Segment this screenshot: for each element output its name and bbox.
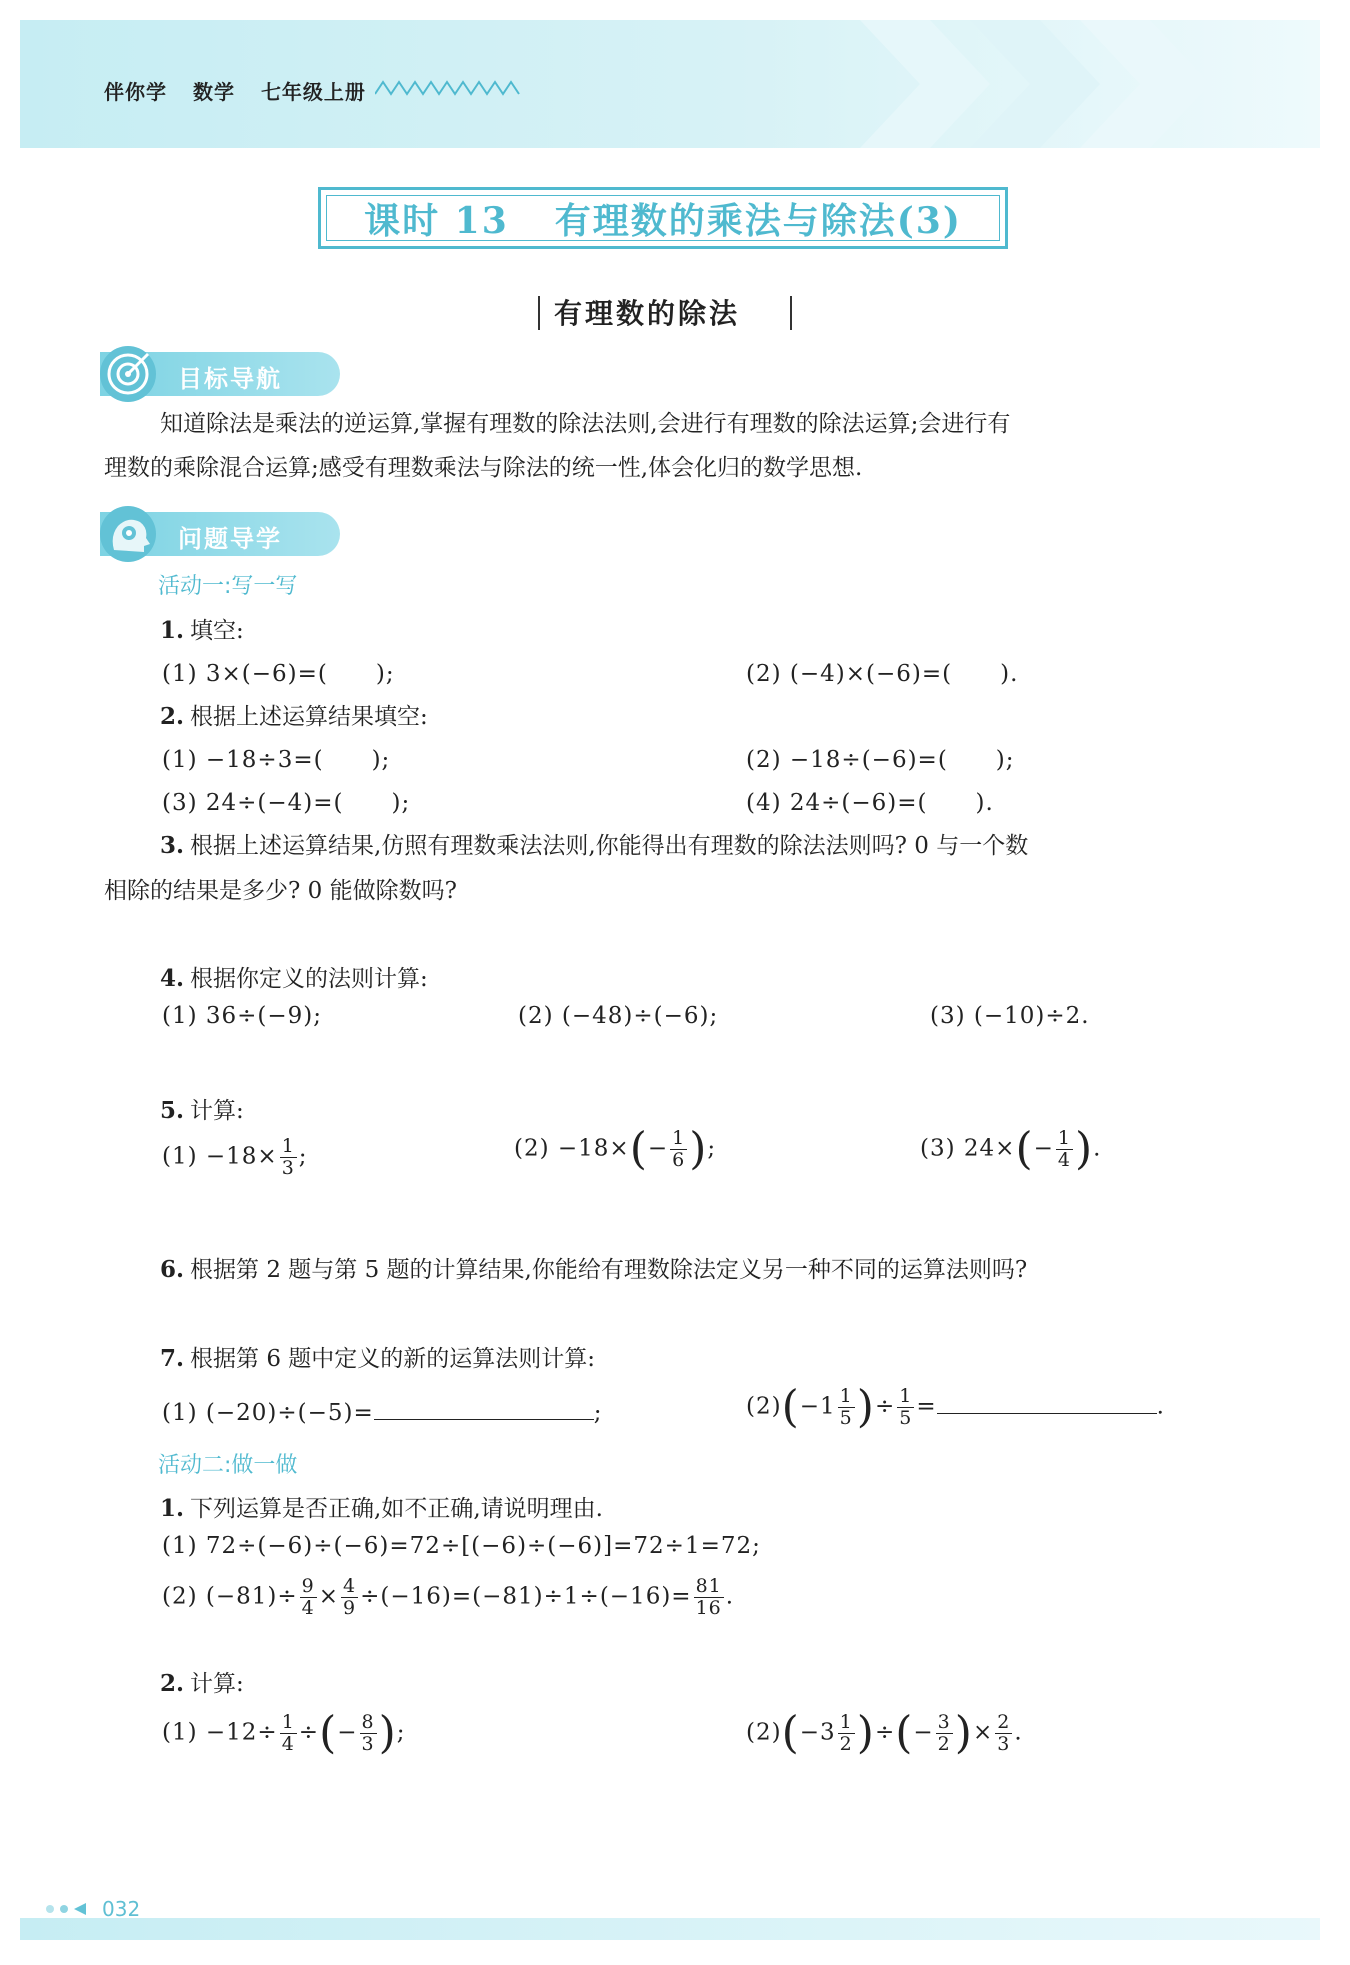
header-subject: 数学 (192, 80, 235, 104)
subtitle-bar-right (790, 296, 792, 330)
a1-q1-a: (1) 3×(−6)=( ); (162, 661, 395, 687)
a1-q5-b-sign: − (647, 1135, 669, 1162)
a1-q7-b-post: . (1156, 1393, 1165, 1420)
lesson-title-box (318, 187, 1008, 249)
a1-q6 (160, 1251, 1027, 1284)
footer-band (20, 1918, 1320, 1940)
numerator: 1 (672, 1127, 686, 1149)
target-icon (100, 346, 156, 402)
fraction (936, 1712, 953, 1755)
activity1-title: 活动一:写一写 (158, 574, 298, 599)
a2-q1-b (162, 1576, 734, 1619)
fraction (897, 1386, 914, 1429)
denominator: 2 (839, 1733, 853, 1755)
a2-q2-a-pre: (1) −12÷ (162, 1719, 278, 1746)
a2-q1-b-times: × (318, 1583, 340, 1610)
a2-q1 (160, 1490, 603, 1523)
denominator: 6 (672, 1149, 686, 1171)
a1-q4-text: 根据你定义的法则计算: (190, 966, 428, 992)
goal-text-line1: 知道除法是乘法的逆运算,掌握有理数的除法法则,会进行有理数的除法运算;会进行有 (160, 411, 1011, 437)
fraction (995, 1712, 1012, 1755)
a1-q5-c-pre: (3) 24× (920, 1135, 1016, 1162)
a1-q1-b: (2) (−4)×(−6)=( ). (746, 661, 1019, 687)
a1-q2-b: (2) −18÷(−6)=( ); (746, 747, 1015, 773)
a1-q7-b-pre: (2) (746, 1393, 782, 1420)
a1-q6-text: 根据第 2 题与第 5 题的计算结果,你能给有理数除法定义另一种不同的运算法则吗? (190, 1257, 1028, 1283)
a2-q1-b-post: . (725, 1583, 735, 1610)
fraction (1056, 1128, 1073, 1171)
a1-q5 (160, 1092, 244, 1125)
fraction (694, 1576, 724, 1619)
a1-q3-line2: 相除的结果是多少? 0 能做除数吗? (104, 878, 457, 904)
header-breadcrumb (104, 76, 384, 105)
left-paren: ( (1015, 1123, 1034, 1175)
a1-q3 (160, 827, 1028, 860)
a2-q2-a-post: ; (396, 1719, 406, 1746)
goal-text-line2: 理数的乘除混合运算;感受有理数乘法与除法的统一性,体会化归的数学思想. (104, 455, 863, 481)
numerator: 1 (899, 1385, 913, 1407)
a1-q1-num: 1. (160, 617, 185, 644)
lesson-name: 有理数的乘法与除法(3) (554, 199, 962, 242)
fraction (838, 1712, 855, 1755)
a1-q2 (160, 698, 428, 731)
numerator: 4 (343, 1575, 357, 1597)
a1-q7-a (162, 1397, 603, 1426)
a2-q2-b-pre: (2) (746, 1719, 782, 1746)
a1-q7-b (746, 1381, 1165, 1433)
a1-q5-a (162, 1136, 308, 1179)
a1-q7-a-post: ; (593, 1400, 603, 1426)
a2-q2-text: 计算: (190, 1671, 244, 1697)
section-subtitle: 有理数的除法 (554, 297, 741, 330)
fraction (300, 1576, 317, 1619)
study-badge-label: 问题导学 (178, 525, 282, 553)
a1-q5-a-pre: (1) −18× (162, 1143, 278, 1170)
denominator: 2 (937, 1733, 951, 1755)
numerator: 1 (281, 1711, 295, 1733)
a1-q5-text: 计算: (190, 1098, 244, 1124)
a1-q2-d: (4) 24÷(−6)=( ). (746, 790, 994, 816)
left-paren: ( (629, 1123, 648, 1175)
denominator: 5 (839, 1407, 853, 1429)
a2-q2-a (162, 1707, 406, 1759)
fraction (280, 1136, 297, 1179)
a1-q4-c: (3) (−10)÷2. (930, 1003, 1090, 1029)
a1-q4-num: 4. (160, 965, 185, 992)
right-paren: ) (689, 1123, 708, 1175)
a1-q5-b (514, 1123, 717, 1175)
numerator: 9 (301, 1575, 315, 1597)
right-paren: ) (856, 1381, 875, 1433)
header-book: 伴你学 (104, 80, 167, 104)
left-paren: ( (895, 1707, 914, 1759)
arrow-dots-icon (44, 1902, 100, 1916)
numerator: 1 (839, 1711, 853, 1733)
fraction (360, 1712, 377, 1755)
numerator: 2 (997, 1711, 1011, 1733)
right-paren: ) (954, 1707, 973, 1759)
left-paren: ( (781, 1381, 800, 1433)
a1-q2-a: (1) −18÷3=( ); (162, 747, 391, 773)
fraction (670, 1128, 687, 1171)
zigzag-decoration-icon (375, 80, 520, 96)
a1-q4 (160, 960, 428, 993)
left-paren: ( (319, 1707, 338, 1759)
activity2-title: 活动二:做一做 (158, 1453, 298, 1478)
gear-head-icon (100, 506, 156, 562)
a1-q1-text: 填空: (190, 618, 244, 644)
right-paren: ) (856, 1707, 875, 1759)
a1-q6-num: 6. (160, 1256, 185, 1283)
numerator: 3 (937, 1711, 951, 1733)
lesson-number: 课时 13 (364, 199, 509, 242)
denominator: 9 (343, 1597, 357, 1619)
a1-q5-a-post: ; (298, 1143, 308, 1170)
a1-q5-c-post: . (1093, 1135, 1102, 1162)
header-grade: 七年级上册 (260, 80, 366, 104)
a1-q5-num: 5. (160, 1097, 185, 1124)
page-number: 032 (102, 1897, 141, 1921)
a1-q7-a-pre: (1) (−20)÷(−5)= (162, 1400, 374, 1426)
subtitle-bar-left (538, 296, 540, 330)
a1-q4-b: (2) (−48)÷(−6); (518, 1003, 719, 1029)
a2-q1-text: 下列运算是否正确,如不正确,请说明理由. (190, 1496, 603, 1522)
a1-q5-b-pre: (2) −18× (514, 1135, 630, 1162)
denominator: 3 (997, 1733, 1011, 1755)
answer-blank[interactable] (374, 1397, 594, 1420)
denominator: 5 (899, 1407, 913, 1429)
numerator: 1 (1057, 1127, 1071, 1149)
a1-q7-text: 根据第 6 题中定义的新的运算法则计算: (190, 1346, 596, 1372)
a1-q2-c: (3) 24÷(−4)=( ); (162, 790, 411, 816)
denominator: 3 (281, 1157, 295, 1179)
a2-q2-a-sign: − (337, 1719, 358, 1746)
a1-q7-num: 7. (160, 1345, 185, 1372)
a1-q7-b-eq: = (916, 1393, 937, 1420)
a1-q7-b-mid: ÷ (874, 1393, 896, 1420)
a1-q5-b-post: ; (707, 1135, 717, 1162)
numerator: 81 (695, 1575, 722, 1597)
a1-q5-c-sign: − (1033, 1135, 1054, 1162)
denominator: 4 (301, 1597, 315, 1619)
a1-q3-line1: 根据上述运算结果,仿照有理数乘法法则,你能得出有理数的除法法则吗? 0 与一个数 (190, 833, 1029, 859)
numerator: 1 (281, 1135, 295, 1157)
denominator: 4 (281, 1733, 295, 1755)
a2-q2-b-int: −3 (799, 1719, 836, 1746)
fraction (341, 1576, 358, 1619)
goal-badge-label: 目标导航 (178, 365, 282, 393)
fraction (280, 1712, 297, 1755)
denominator: 4 (1057, 1149, 1071, 1171)
numerator: 8 (361, 1711, 375, 1733)
numerator: 1 (839, 1385, 853, 1407)
denominator: 3 (361, 1733, 375, 1755)
a1-q7 (160, 1340, 595, 1373)
chevron-decoration-icon (860, 20, 1320, 148)
a1-q7-b-int: −1 (799, 1393, 836, 1420)
a2-q2-b-post: . (1014, 1719, 1023, 1746)
a1-q3-num: 3. (160, 832, 185, 859)
a1-q2-num: 2. (160, 703, 185, 730)
a2-q2-b-sign: − (913, 1719, 934, 1746)
a2-q2-b-times: × (972, 1719, 994, 1746)
a2-q1-num: 1. (160, 1495, 185, 1522)
a2-q2-a-mid: ÷ (298, 1719, 320, 1746)
right-paren: ) (378, 1707, 397, 1759)
a2-q2-b-mid: ÷ (874, 1719, 896, 1746)
fraction (838, 1386, 855, 1429)
a2-q2 (160, 1665, 244, 1698)
answer-blank[interactable] (937, 1391, 1157, 1414)
a1-q1 (160, 612, 244, 645)
lesson-title (364, 193, 962, 244)
right-paren: ) (1074, 1123, 1094, 1175)
a2-q1-b-pre: (2) (−81)÷ (162, 1583, 298, 1610)
a2-q1-a: (1) 72÷(−6)÷(−6)=72÷[(−6)÷(−6)]=72÷1=72; (162, 1533, 761, 1559)
a1-q2-text: 根据上述运算结果填空: (190, 704, 428, 730)
a2-q2-num: 2. (160, 1670, 185, 1697)
left-paren: ( (781, 1707, 800, 1759)
a2-q1-b-mid: ÷(−16)=(−81)÷1÷(−16)= (360, 1583, 692, 1610)
a2-q2-b (746, 1707, 1023, 1759)
a1-q4-a: (1) 36÷(−9); (162, 1003, 323, 1029)
a1-q5-c (920, 1123, 1102, 1175)
denominator: 16 (695, 1597, 722, 1619)
